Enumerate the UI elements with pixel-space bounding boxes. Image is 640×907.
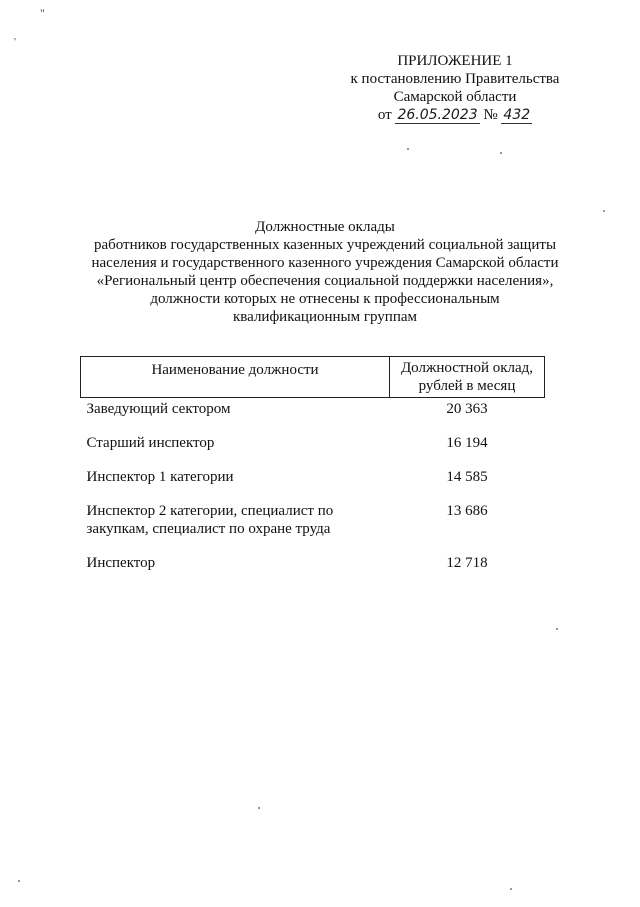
table-row: [81, 554, 545, 578]
position-name: Инспектор 1 категории: [86, 469, 234, 485]
table-row: [81, 398, 545, 435]
heading-line: Должностные оклады: [255, 219, 395, 235]
heading-line: должности которых не отнесены к профессиональным: [150, 291, 500, 307]
scan-speck: [18, 880, 20, 882]
handwritten-number: 432: [503, 107, 531, 123]
table-row: [81, 434, 545, 468]
scan-speck: [510, 888, 512, 890]
scan-speck: [258, 807, 260, 809]
scan-mark: ': [14, 36, 16, 48]
scan-speck: [556, 628, 558, 630]
appendix-title: ПРИЛОЖЕНИЕ 1: [397, 53, 513, 69]
heading-line: населения и государственного казенного учреждения Самарской области: [91, 255, 559, 271]
handwritten-date: 26.05.2023: [397, 107, 478, 123]
salary-value: 16 194: [446, 435, 488, 451]
appendix-header: [330, 52, 580, 124]
number-label: №: [483, 107, 498, 123]
position-name-line1: Инспектор 2 категории, специалист по: [86, 503, 334, 519]
document-heading: [60, 218, 590, 326]
position-name: Заведующий сектором: [86, 401, 231, 417]
appendix-region-line: Самарской области: [393, 89, 517, 105]
position-name: [81, 502, 390, 554]
scan-speck: [500, 152, 502, 154]
salary-value: 13 686: [446, 503, 488, 519]
header-salary: [390, 357, 545, 398]
position-name: Старший инспектор: [86, 435, 215, 451]
table-row: [81, 502, 545, 554]
from-label: от: [377, 107, 392, 123]
scan-speck: [407, 148, 409, 150]
salary-value: 14 585: [446, 469, 488, 485]
heading-line: работников государственных казенных учреждений социальной защиты: [93, 237, 557, 253]
appendix-resolution-line: к постановлению Правительства: [350, 71, 560, 87]
header-position-name: Наименование должности: [81, 357, 390, 398]
appendix-date-line: [330, 106, 580, 124]
salary-value: 12 718: [446, 555, 488, 571]
scan-mark: ": [40, 6, 45, 20]
salary-value: 20 363: [446, 401, 488, 417]
heading-line: квалификационным группам: [232, 309, 418, 325]
salary-table: [80, 356, 545, 578]
table-header-row: [81, 357, 545, 398]
scan-speck: [603, 210, 605, 212]
header-salary-line2: рублей в месяц: [418, 378, 516, 394]
table-row: [81, 468, 545, 502]
position-name: Инспектор: [86, 555, 156, 571]
header-salary-line1: Должностной оклад,: [400, 360, 534, 376]
position-name-line2: закупкам, специалист по охране труда: [86, 521, 331, 537]
heading-line: «Региональный центр обеспечения социальной поддержки населения»,: [96, 273, 554, 289]
